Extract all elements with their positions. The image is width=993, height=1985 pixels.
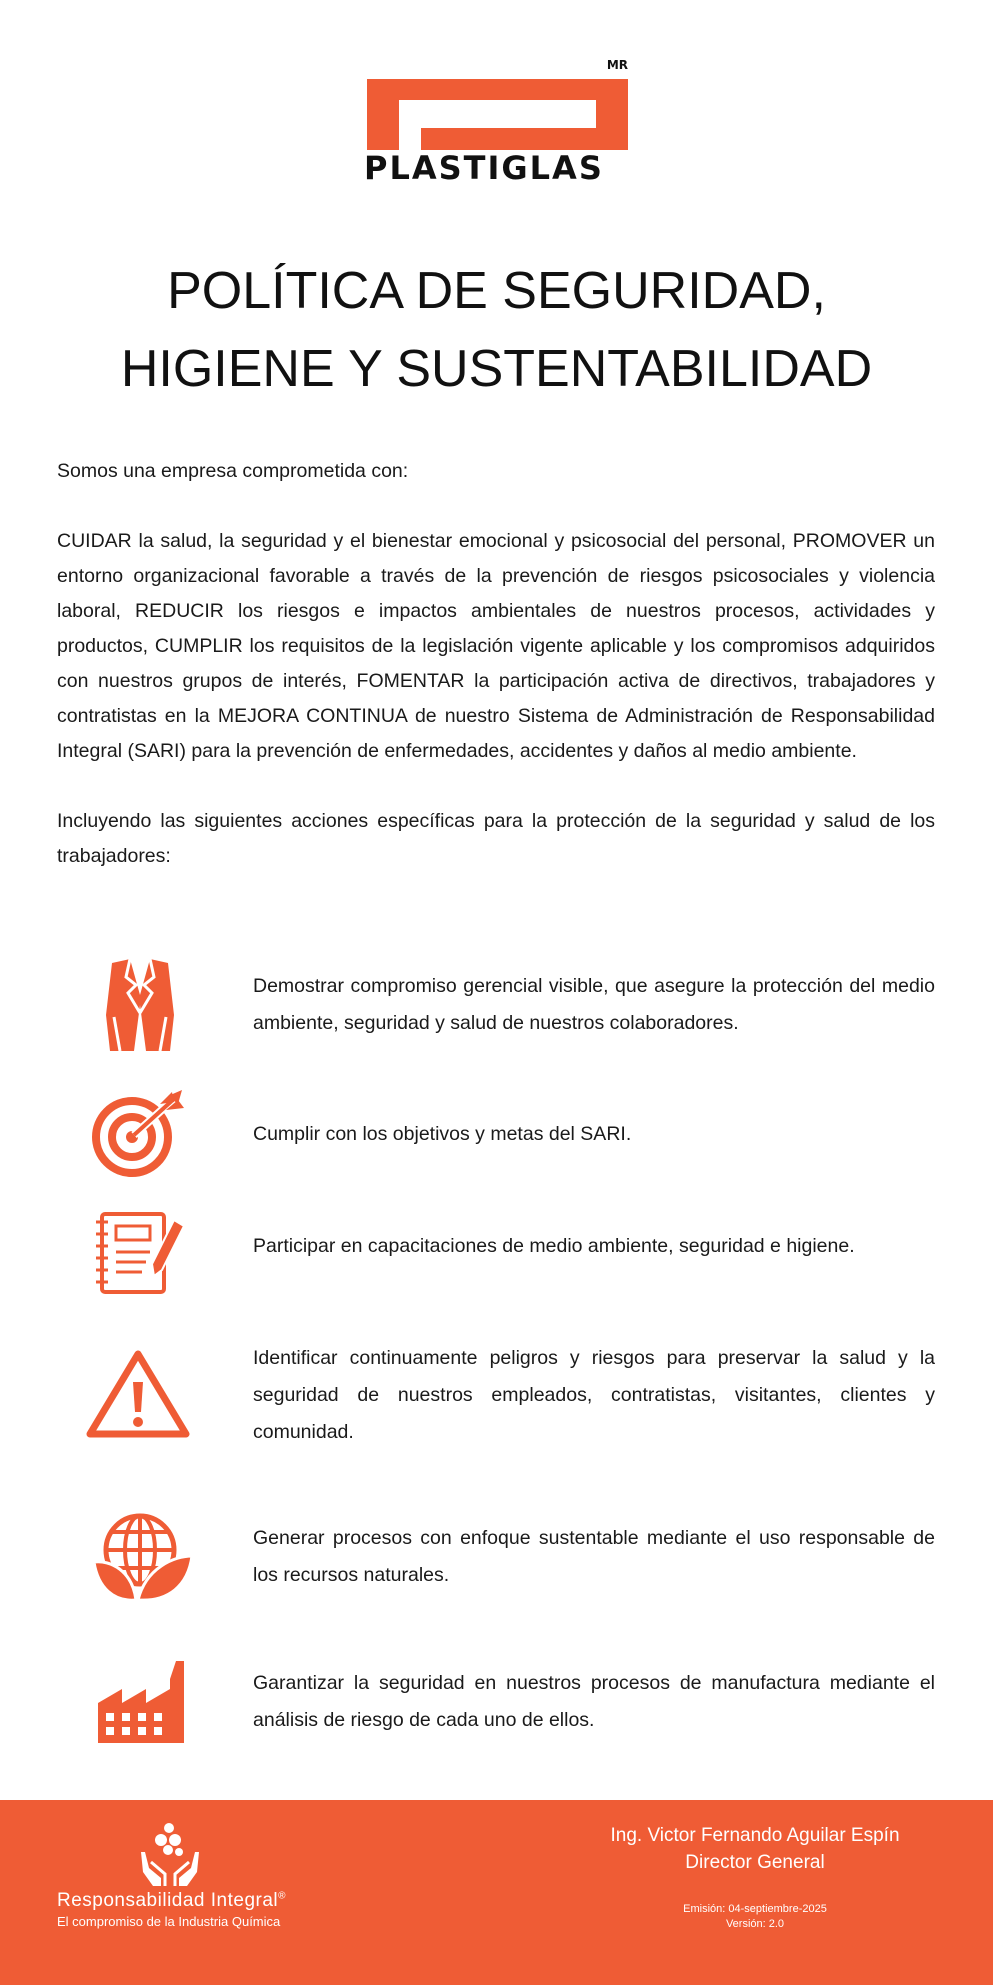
action-text: Generar procesos con enfoque sustentable mediante el uso responsable de los recursos naturales. [253,1527,935,1586]
version: Versión: 2.0 [725,1918,785,1930]
action-text: Garantizar la seguridad en nuestros procesos de manufactura mediante el análisis de riesgo de cada uno de ellos. [253,1672,935,1731]
title-line-1: POLÍTICA DE SEGURIDAD, [167,262,826,320]
logo-wordmark: PLASTIGLAS [364,149,604,187]
logo-symbol-icon [364,58,628,153]
page-title [0,252,993,408]
plastiglas-logo [364,58,628,188]
title-line-2: HIGIENE Y SUSTENTABILIDAD [120,340,873,398]
suit-jacket-icon [80,955,200,1060]
action-text: Cumplir con los objetivos y metas del SARI. [253,1123,632,1145]
issue-date: Emisión: 04-septiembre-2025 [683,1903,827,1915]
notebook-pencil-icon [80,1210,200,1301]
responsible-care-hands-icon [135,1822,205,1893]
logo-trademark: MR [606,58,628,72]
signer-name: Ing. Victor Fernando Aguilar Espín [610,1825,900,1846]
commitment-paragraph: CUIDAR la salud, la seguridad y el bienestar emocional y psicosocial del personal, PROMOVER un entorno organizacional favorable a través de la prevención de riesgos psicosociales y violencia laboral, REDUCIR los riesgos e impactos ambientales de nuestros procesos, actividades y productos, CUMPLIR los requisitos de la legislación vigente aplicable y los compromisos adquiridos con nuestros grupos de interés, FOMENTAR la participación activa de directivos, trabajadores y contratistas en la MEJORA CONTINUA de nuestro Sistema de Administración de Responsabilidad Integral (SARI) para la prevención de enfermedades, accidentes y daños al medio ambiente. [57,530,935,762]
action-text: Demostrar compromiso gerencial visible, que asegure la protección del medio ambiente, seguridad y salud de nuestros colaboradores. [253,975,935,1034]
factory-icon [80,1659,200,1750]
target-arrow-icon [80,1090,200,1185]
action-text: Identificar continuamente peligros y riesgos para preservar la salud y la seguridad de nuestros empleados, contratistas, visitantes, clientes y comunidad. [253,1347,935,1443]
intro-text: Somos una empresa comprometida con: [57,460,409,482]
program-subtitle: El compromiso de la Industria Química [57,1914,281,1929]
signer-role: Director General [685,1852,825,1873]
program-title: Responsabilidad Integral® [57,1890,287,1911]
globe-leaf-icon [80,1510,200,1613]
footer [0,1800,993,1985]
document-meta [555,1902,955,1932]
action-text: Participar en capacitaciones de medio ambiente, seguridad e higiene. [253,1235,855,1257]
signature-block [555,1822,955,1932]
actions-intro-paragraph: Incluyendo las siguientes acciones específicas para la protección de la seguridad y salud de los trabajadores: [57,810,935,867]
warning-triangle-icon [80,1348,200,1445]
